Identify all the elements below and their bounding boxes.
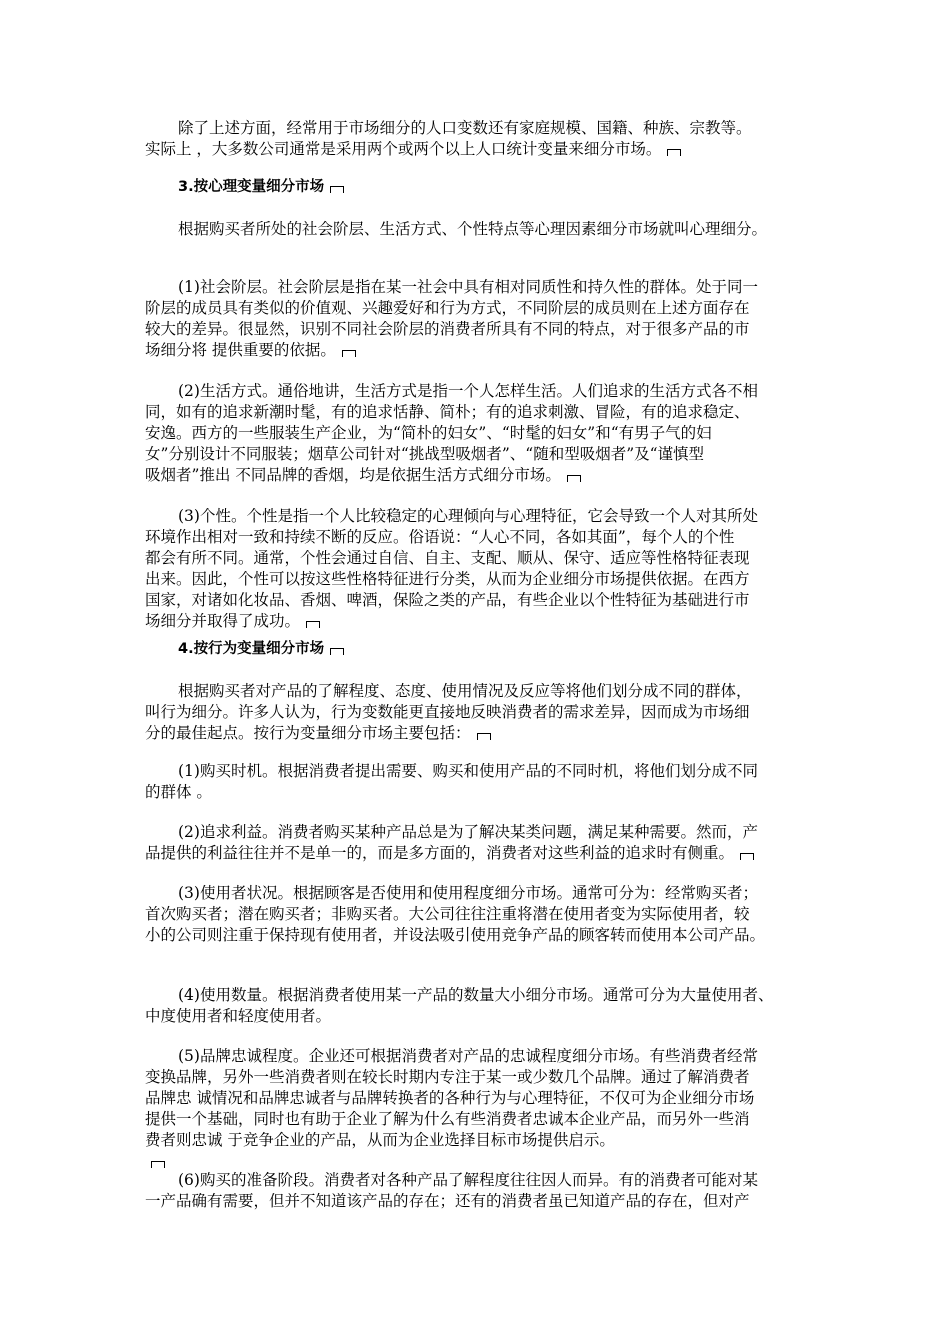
- paragraph: [145, 985, 815, 1027]
- text-line: [145, 340, 815, 361]
- paragraph: [145, 761, 815, 803]
- text-line: 出来。因此，个性可以按这些性格特征进行分类，从而为企业细分市场提供依据。在西方: [145, 570, 750, 588]
- text-line: [145, 1151, 815, 1172]
- text-span: 吸烟者”推出 不同品牌的香烟，均是依据生活方式细分市场。: [145, 466, 561, 484]
- heading-text: 4.按行为变量细分市场: [178, 641, 325, 657]
- text-line: [145, 139, 815, 160]
- text-line: 环境作出相对一致和持续不断的反应。俗语说：“人心不同，各如其面”，每个人的个性: [145, 528, 735, 546]
- paragraph-mark-icon: [740, 853, 754, 860]
- heading-text: 3.按心理变量细分市场: [178, 179, 325, 195]
- text-line: [145, 843, 815, 864]
- paragraph: [145, 681, 815, 744]
- paragraph-mark-icon: [330, 186, 344, 193]
- text-span: 场细分将 提供重要的依据。: [145, 341, 336, 359]
- text-line: 国家，对诸如化妆品、香烟、啤酒，保险之类的产品，有些企业以个性特征为基础进行市: [145, 591, 750, 609]
- text-line: 阶层的成员具有类似的价值观、兴趣爱好和行为方式，不同阶层的成员则在上述方面存在: [145, 299, 750, 317]
- paragraph-mark-icon: [667, 149, 681, 156]
- paragraph: [145, 822, 815, 864]
- paragraph: [145, 1046, 815, 1172]
- paragraph: [145, 883, 815, 946]
- paragraph: [145, 219, 815, 240]
- text-line: [145, 723, 815, 744]
- text-line: [145, 465, 815, 486]
- text-line: 小的公司则注重于保持现有使用者，并设法吸引使用竞争产品的顾客转而使用本公司产品。: [145, 926, 766, 944]
- paragraph-mark-icon: [151, 1161, 165, 1168]
- paragraph: [145, 118, 815, 160]
- text-line: (1)购买时机。根据消费者提出需要、购买和使用产品的不同时机，将他们划分成不同: [178, 762, 758, 780]
- text-line: 的群体 。: [145, 783, 212, 801]
- text-line: 除了上述方面，经常用于市场细分的人口变数还有家庭规模、国籍、种族、宗教等。: [178, 119, 752, 137]
- text-line: 首次购买者；潜在购买者；非购买者。大公司往往注重将潜在使用者变为实际使用者，较: [145, 905, 750, 923]
- text-line: 根据购买者所处的社会阶层、生活方式、个性特点等心理因素细分市场就叫心理细分。: [178, 220, 768, 238]
- text-line: (1)社会阶层。社会阶层是指在某一社会中具有相对同质性和持久性的群体。处于同一: [178, 278, 758, 296]
- heading-line: [145, 176, 815, 198]
- text-span: 实际上 ，大多数公司通常是采用两个或两个以上人口统计变量来细分市场。: [145, 140, 662, 158]
- text-line: 同，如有的追求新潮时髦，有的追求恬静、简朴；有的追求刺激、冒险，有的追求稳定、: [145, 403, 750, 421]
- text-line: 女”分别设计不同服装；烟草公司针对“挑战型吸烟者”、“随和型吸烟者”及“谨慎型: [145, 445, 705, 463]
- paragraph: [145, 1170, 815, 1212]
- paragraph: [145, 506, 815, 632]
- text-line: 变换品牌，另外一些消费者则在较长时期内专注于某一或少数几个品牌。通过了解消费者: [145, 1068, 750, 1086]
- text-line: 安逸。西方的一些服装生产企业，为“简朴的妇女”、“时髦的妇女”和“有男子气的妇: [145, 424, 712, 442]
- paragraph-mark-icon: [567, 475, 581, 482]
- text-span: 品提供的利益往往并不是单一的，而是多方面的，消费者对这些利益的追求时有侧重。: [145, 844, 735, 862]
- paragraph-mark-icon: [330, 648, 344, 655]
- text-line: [145, 611, 815, 632]
- text-line: (2)生活方式。通俗地讲，生活方式是指一个人怎样生活。人们追求的生活方式各不相: [178, 382, 758, 400]
- text-line: (5)品牌忠诚程度。企业还可根据消费者对产品的忠诚程度细分市场。有些消费者经常: [178, 1047, 758, 1065]
- paragraph-mark-icon: [342, 350, 356, 357]
- section-heading: [145, 176, 815, 198]
- paragraph: [145, 277, 815, 361]
- text-line: 中度使用者和轻度使用者。: [145, 1007, 332, 1025]
- paragraph-mark-icon: [306, 621, 320, 628]
- text-line: (3)使用者状况。根据顾客是否使用和使用程度细分市场。通常可分为：经常购买者；: [178, 884, 758, 902]
- text-line: (4)使用数量。根据消费者使用某一产品的数量大小细分市场。通常可分为大量使用者、: [178, 986, 774, 1004]
- paragraph: [145, 381, 815, 486]
- text-line: (6)购买的准备阶段。消费者对各种产品了解程度往往因人而异。有的消费者可能对某: [178, 1171, 758, 1189]
- text-line: (2)追求利益。消费者购买某种产品总是为了解决某类问题，满足某种需要。然而，产: [178, 823, 758, 841]
- text-line: 提供一个基础，同时也有助于企业了解为什么有些消费者忠诚本企业产品，而另外一些消: [145, 1110, 750, 1128]
- text-line: 费者则忠诚 于竞争企业的产品，从而为企业选择目标市场提供启示。: [145, 1131, 615, 1149]
- text-span: 场细分并取得了成功。: [145, 612, 301, 630]
- heading-line: [145, 638, 815, 660]
- paragraph-mark-icon: [477, 733, 491, 740]
- text-line: 一产品确有需要，但并不知道该产品的存在；还有的消费者虽已知道产品的存在，但对产: [145, 1192, 750, 1210]
- text-line: 较大的差异。很显然，识别不同社会阶层的消费者所具有不同的特点，对于很多产品的市: [145, 320, 750, 338]
- text-line: 根据购买者对产品的了解程度、态度、使用情况及反应等将他们划分成不同的群体，: [178, 682, 752, 700]
- text-line: (3)个性。个性是指一个人比较稳定的心理倾向与心理特征，它会导致一个人对其所处: [178, 507, 758, 525]
- text-line: 叫行为细分。许多人认为，行为变数能更直接地反映消费者的需求差异，因而成为市场细: [145, 703, 750, 721]
- text-span: 分的最佳起点。按行为变量细分市场主要包括：: [145, 724, 471, 742]
- text-line: 品牌忠 诚情况和品牌忠诚者与品牌转换者的各种行为与心理特征，不仅可为企业细分市场: [145, 1089, 755, 1107]
- text-line: 都会有所不同。通常，个性会通过自信、自主、支配、顺从、保守、适应等性格特征表现: [145, 549, 750, 567]
- section-heading: [145, 638, 815, 660]
